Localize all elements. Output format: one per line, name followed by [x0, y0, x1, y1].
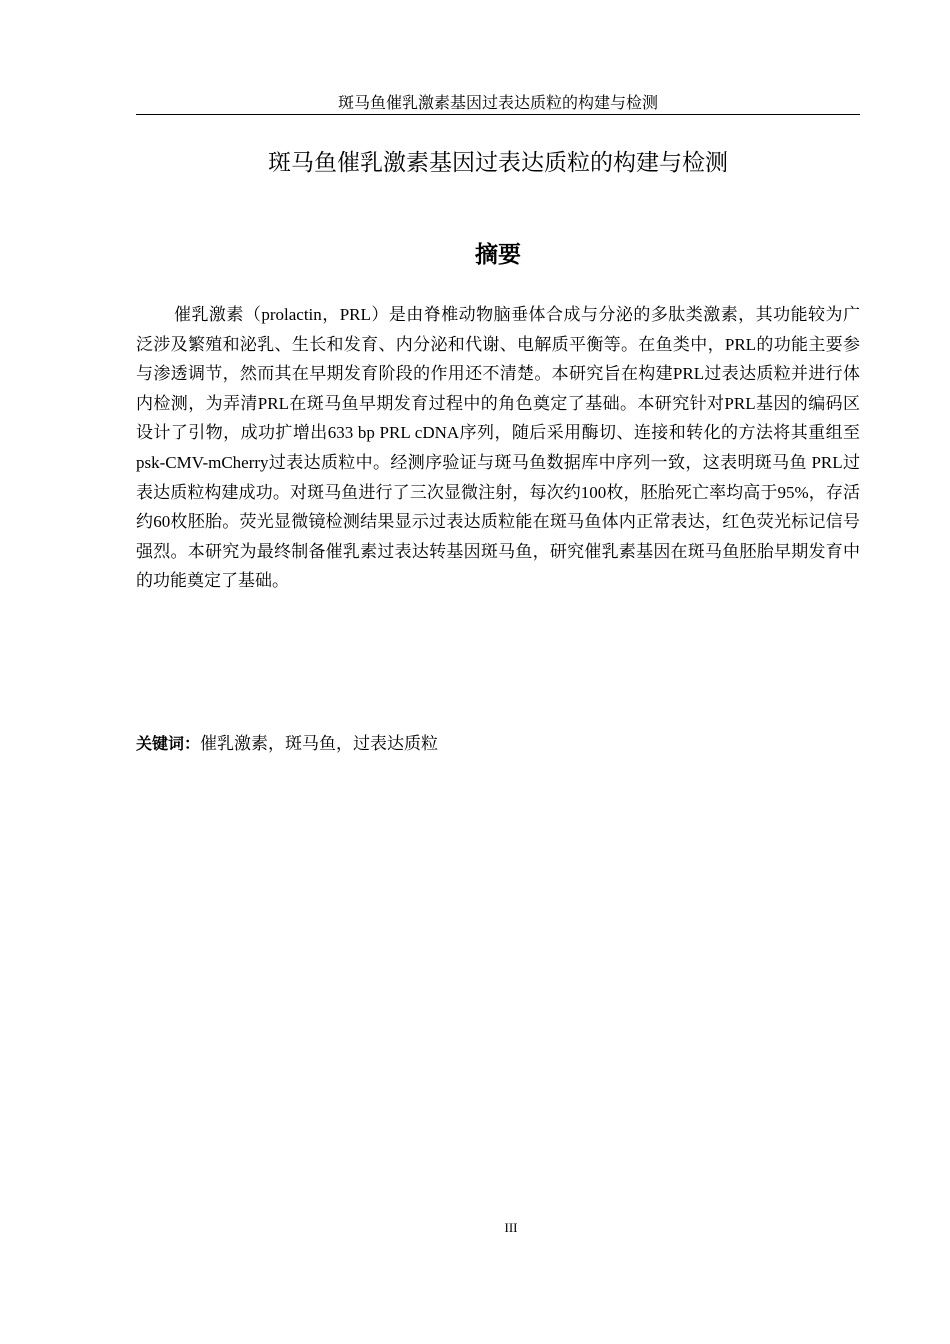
keywords-label: 关键词： — [136, 734, 201, 753]
abstract-heading: 摘要 — [475, 242, 521, 268]
running-header: 斑马鱼催乳激素基因过表达质粒的构建与检测 — [136, 92, 860, 115]
keywords-value: 催乳激素，斑马鱼，过表达质粒 — [200, 734, 439, 753]
page-number: III — [504, 1220, 518, 1235]
keywords-line — [136, 729, 860, 758]
paper-title: 斑马鱼催乳激素基因过表达质粒的构建与检测 — [268, 150, 728, 176]
abstract-body: 催乳激素（prolactin，PRL）是由脊椎动物脑垂体合成与分泌的多肽类激素，其功能较为广泛涉及繁殖和泌乳、生长和发育、内分泌和代谢、电解质平衡等。在鱼类中，PRL的功能主要参与渗透调节，然而其在早期发育阶段的作用还不清楚。本研究旨在构建PRL过表达质粒并进行体内检测，为弄清PRL在斑马鱼早期发育过程中的角色奠定了基础。本研究针对PRL基因的编码区设计了引物，成功扩增出633 bp PRL cDNA序列，随后采用酶切、连接和转化的方法将其重组至psk-CMV-mCherry过表达质粒中。经测序验证与斑马鱼数据库中序列一致，这表明斑马鱼 PRL过表达质粒构建成功。对斑马鱼进行了三次显微注射，每次约100枚，胚胎死亡率均高于95%，存活约60枚胚胎。荧光显微镜检测结果显示过表达质粒能在斑马鱼体内正常表达，红色荧光标记信号强烈。本研究为最终制备催乳素过表达转基因斑马鱼，研究催乳素基因在斑马鱼胚胎早期发育中的功能奠定了基础。 — [136, 305, 860, 591]
